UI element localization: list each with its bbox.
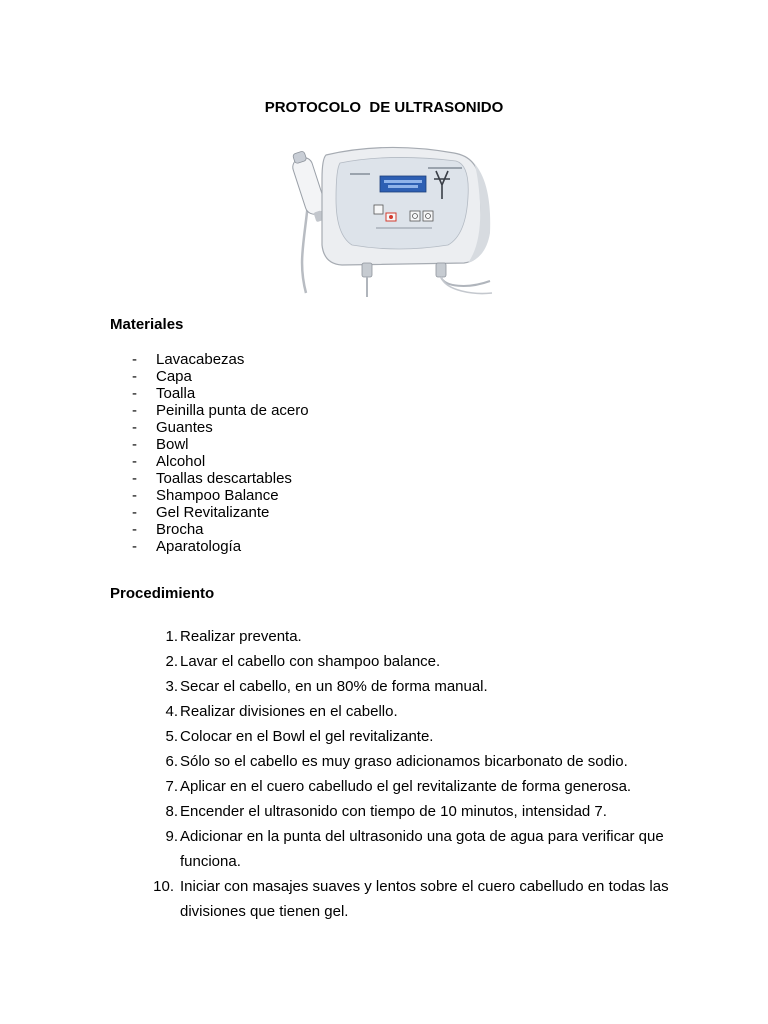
procedure-steps bbox=[150, 624, 670, 924]
procedure-step bbox=[150, 624, 670, 649]
material-item: Guantes bbox=[156, 419, 213, 436]
procedure-step bbox=[150, 699, 670, 724]
material-item: Bowl bbox=[156, 436, 189, 453]
list-bullet: - bbox=[132, 436, 137, 453]
step-number: 7. bbox=[165, 778, 178, 795]
step-text: Aplicar en el cuero cabelludo el gel revitalizante de forma generosa. bbox=[180, 778, 632, 795]
step-number: 4. bbox=[165, 703, 178, 720]
list-bullet: - bbox=[132, 368, 137, 385]
list-bullet: - bbox=[132, 453, 137, 470]
material-item: Brocha bbox=[156, 521, 204, 538]
ultrasound-device-image bbox=[278, 143, 494, 297]
procedure-step bbox=[150, 649, 670, 674]
step-number: 5. bbox=[165, 728, 178, 745]
procedure-step bbox=[150, 874, 670, 924]
step-text: Encender el ultrasonido con tiempo de 10 minutos, intensidad 7. bbox=[180, 803, 607, 820]
step-number: 9. bbox=[165, 828, 178, 845]
step-text: Secar el cabello, en un 80% de forma manual. bbox=[180, 678, 488, 695]
step-text: Adicionar en la punta del ultrasonido una gota de agua para verificar que funciona. bbox=[180, 828, 664, 870]
list-bullet: - bbox=[132, 385, 137, 402]
procedure-step bbox=[150, 824, 670, 874]
procedure-step bbox=[150, 799, 670, 824]
list-bullet: - bbox=[132, 487, 137, 504]
material-item: Capa bbox=[156, 368, 192, 385]
step-text: Realizar preventa. bbox=[180, 628, 302, 645]
step-text: Realizar divisiones en el cabello. bbox=[180, 703, 398, 720]
step-text: Lavar el cabello con shampoo balance. bbox=[180, 653, 441, 670]
material-item: Aparatología bbox=[156, 538, 242, 555]
material-item: Toallas descartables bbox=[156, 470, 292, 487]
step-number: 1. bbox=[165, 628, 178, 645]
step-number: 2. bbox=[165, 653, 178, 670]
material-item: Toalla bbox=[156, 385, 196, 402]
procedure-heading: Procedimiento bbox=[110, 585, 215, 602]
list-bullet: - bbox=[132, 419, 137, 436]
procedure-step bbox=[150, 674, 670, 699]
procedure-step bbox=[150, 724, 670, 749]
step-number: 6. bbox=[165, 753, 178, 770]
list-bullet: - bbox=[132, 538, 137, 555]
document-title: PROTOCOLO DE ULTRASONIDO bbox=[264, 99, 504, 116]
step-number: 3. bbox=[165, 678, 178, 695]
list-bullet: - bbox=[132, 402, 137, 419]
list-bullet: - bbox=[132, 521, 137, 538]
step-text: Iniciar con masajes suaves y lentos sobre el cuero cabelludo en todas las divisiones que tienen gel. bbox=[180, 878, 669, 920]
materials-heading: Materiales bbox=[110, 316, 184, 333]
procedure-step bbox=[150, 774, 670, 799]
list-bullet: - bbox=[132, 504, 137, 521]
material-item: Lavacabezas bbox=[156, 351, 245, 368]
list-bullet: - bbox=[132, 351, 137, 368]
step-number: 8. bbox=[165, 803, 178, 820]
material-item: Shampoo Balance bbox=[156, 487, 279, 504]
list-bullet: - bbox=[132, 470, 137, 487]
material-item: Peinilla punta de acero bbox=[156, 402, 309, 419]
procedure-step bbox=[150, 749, 670, 774]
step-text: Colocar en el Bowl el gel revitalizante. bbox=[180, 728, 434, 745]
material-item: Gel Revitalizante bbox=[156, 504, 270, 521]
material-item: Alcohol bbox=[156, 453, 206, 470]
step-number: 10. bbox=[153, 878, 174, 895]
step-text: Sólo so el cabello es muy graso adicionamos bicarbonato de sodio. bbox=[180, 753, 628, 770]
